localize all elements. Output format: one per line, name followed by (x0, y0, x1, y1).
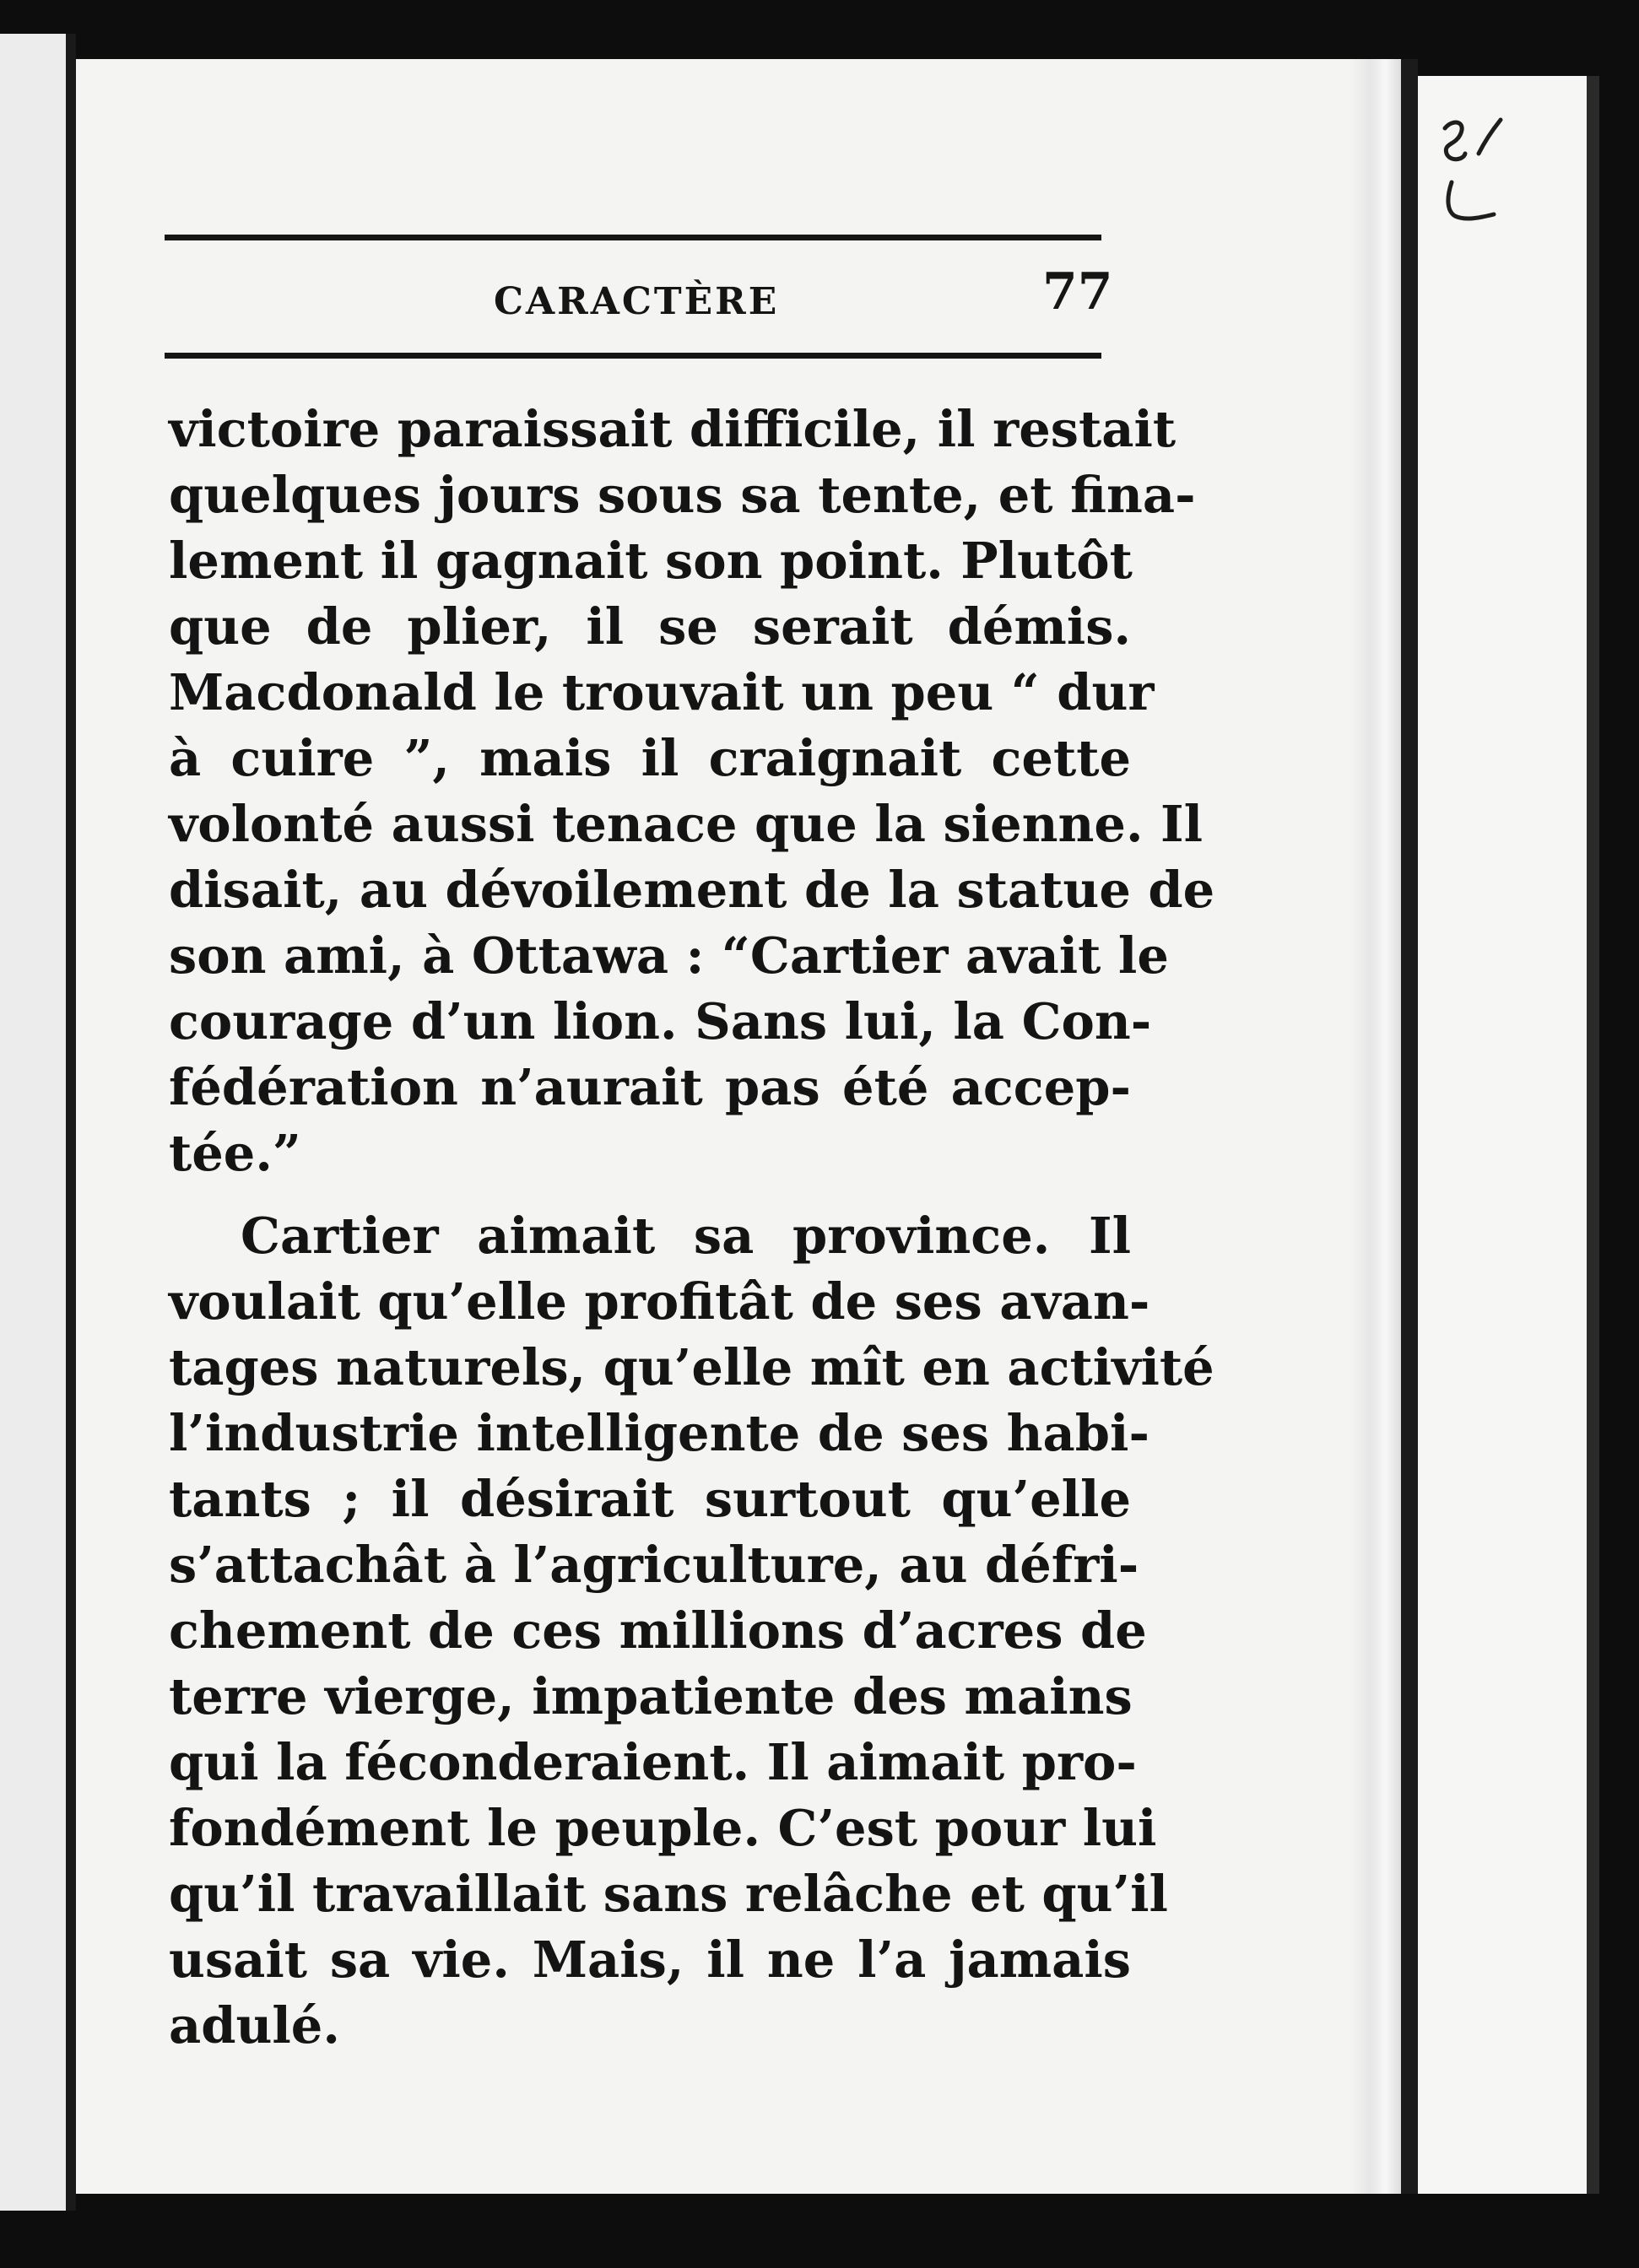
text-line: lement il gagnait son point. Plutôt (169, 532, 1133, 590)
header-rule-bottom (165, 353, 1101, 359)
text-line: son ami, à Ottawa : “Cartier avait le (169, 926, 1169, 985)
page-number: 77 (1042, 262, 1113, 321)
text-line: usait sa vie. Mais, il ne l’a jamais (169, 1930, 1131, 1989)
paragraph (169, 1203, 1214, 2059)
text-line: tants ; il désirait surtout qu’elle (169, 1470, 1131, 1528)
margin-edge (1587, 76, 1599, 2194)
text-line: qu’il travaillait sans relâche et qu’il (169, 1865, 1168, 1923)
text-line: adulé. (169, 1996, 340, 2055)
text-line: quelques jours sous sa tente, et fina- (169, 466, 1196, 524)
text-line: courage d’un lion. Sans lui, la Con- (169, 992, 1152, 1050)
text-line: Cartier aimait sa province. Il (241, 1207, 1131, 1265)
text-line: voulait qu’elle profitât de ses avan- (169, 1272, 1150, 1331)
text-line: à cuire ”, mais il craignait cette (169, 729, 1131, 787)
text-line: fondément le peuple. C’est pour lui (169, 1799, 1157, 1857)
text-line: qui la féconderaient. Il aimait pro- (169, 1733, 1137, 1791)
text-line: victoire paraissait difficile, il restait (169, 400, 1177, 458)
page-gap (1401, 59, 1418, 2194)
text-line: disait, au dévoilement de la statue de (169, 861, 1215, 919)
margin-strip (1418, 76, 1599, 2194)
previous-page-sliver (0, 34, 66, 2211)
text-line: volonté aussi tenace que la sienne. Il (169, 795, 1204, 853)
paragraph (169, 397, 1215, 1186)
page-edge (1350, 59, 1401, 2194)
text-line: fédération n’aurait pas été accep- (169, 1058, 1131, 1116)
text-line: Macdonald le trouvait un peu “ dur (169, 663, 1155, 721)
handwritten-margin-mark (1426, 110, 1519, 236)
text-line: l’industrie intelligente de ses habi- (169, 1404, 1149, 1462)
body-text (169, 397, 1215, 2059)
running-title: CARACTÈRE (494, 280, 780, 323)
text-line: s’attachât à l’agriculture, au défri- (169, 1536, 1139, 1594)
header-rule-top (165, 235, 1101, 240)
paragraph-gap (169, 1186, 1131, 1203)
text-line: tages naturels, qu’elle mît en activité (169, 1338, 1214, 1396)
text-line: terre vierge, impatiente des mains (169, 1667, 1133, 1725)
text-line: tée.” (169, 1124, 301, 1182)
text-line: chement de ces millions d’acres de (169, 1601, 1147, 1660)
text-line: que de plier, il se serait démis. (169, 597, 1131, 656)
spine-shadow (66, 34, 76, 2211)
